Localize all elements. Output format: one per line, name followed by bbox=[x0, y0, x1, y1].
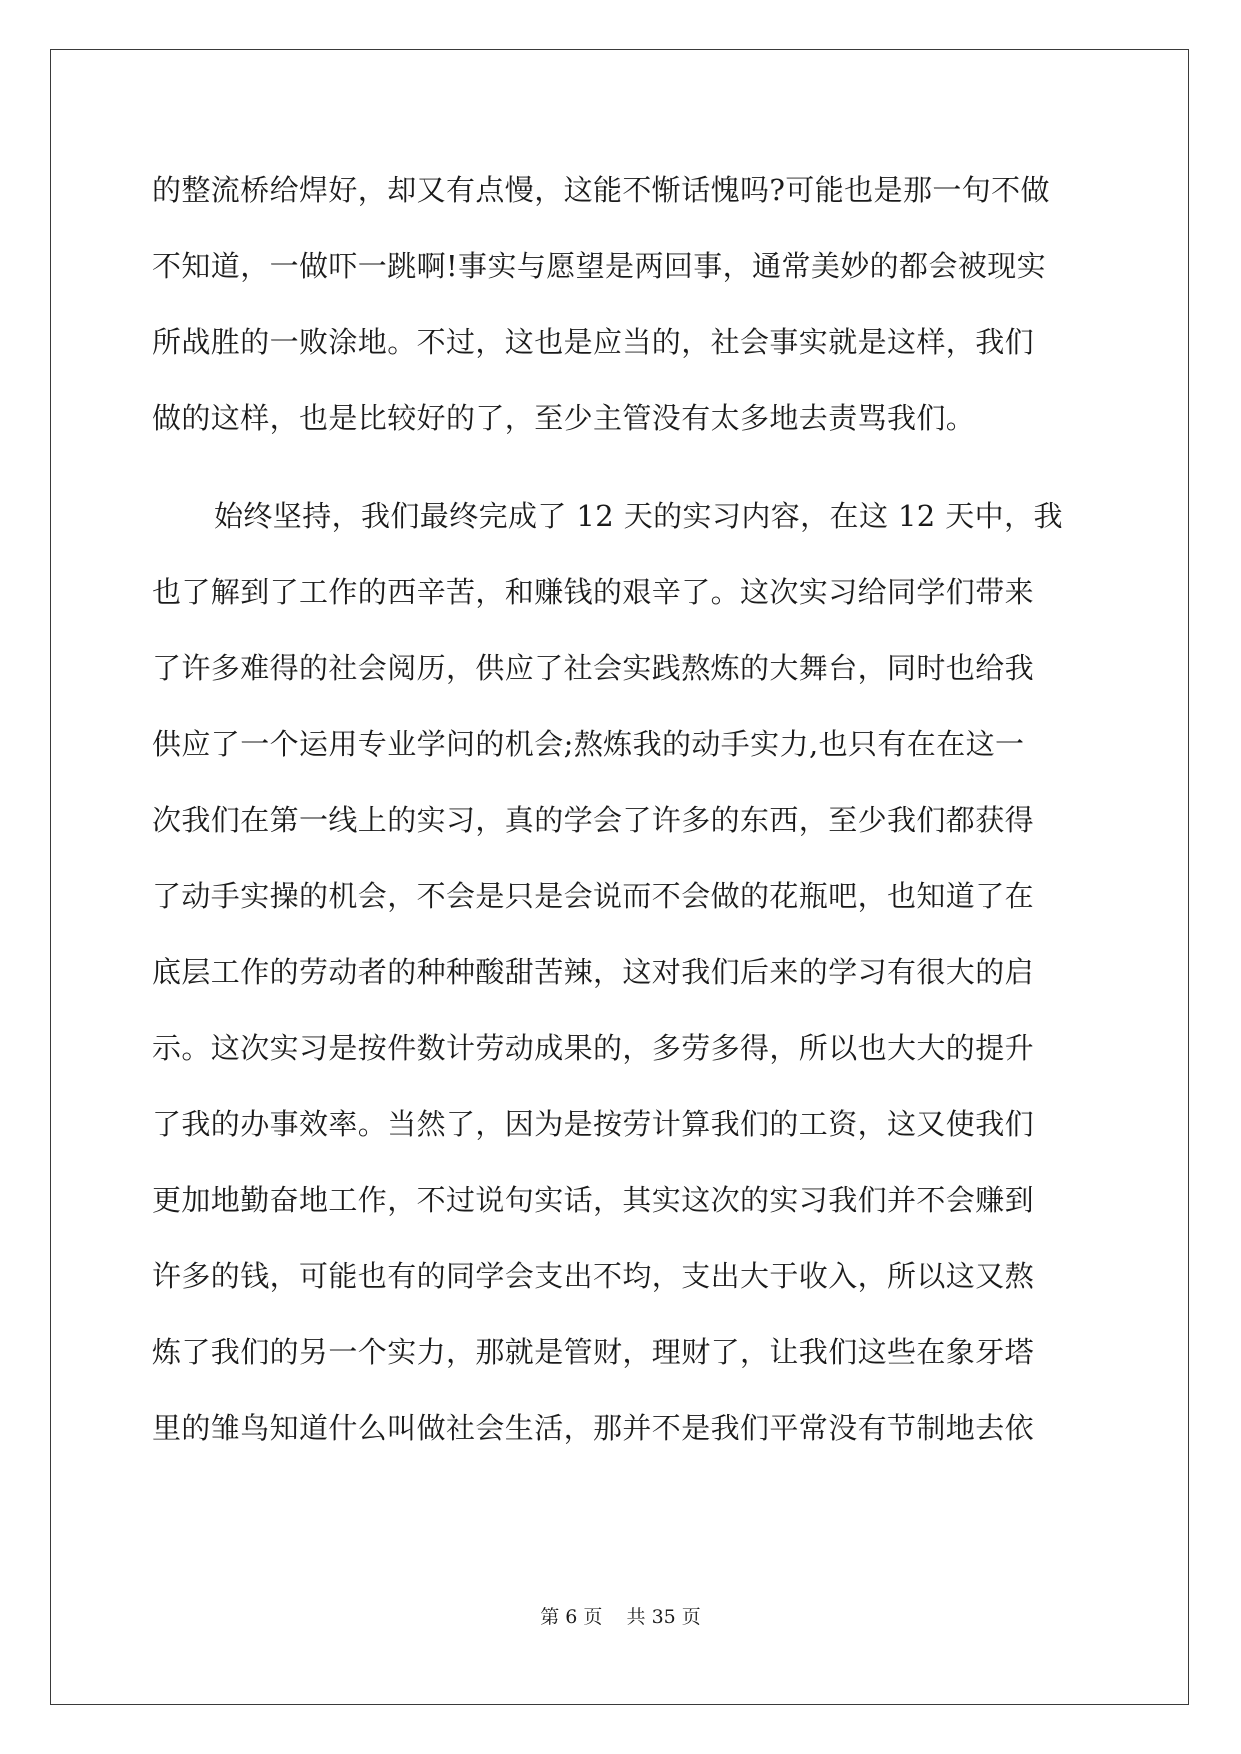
text-line: 也了解到了工作的西辛苦，和赚钱的艰辛了。这次实习给同学们带来 bbox=[152, 575, 1035, 609]
text-line: 供应了一个运用专业学问的机会;熬炼我的动手实力,也只有在在这一 bbox=[152, 727, 1025, 761]
text-line: 里的雏鸟知道什么叫做社会生活，那并不是我们平常没有节制地去依 bbox=[152, 1411, 1035, 1445]
paragraph-first-line: 始终坚持，我们最终完成了 12 天的实习内容，在这 12 天中，我 bbox=[214, 499, 1063, 533]
text-line: 许多的钱，可能也有的同学会支出不均，支出大于收入，所以这又熬 bbox=[152, 1259, 1035, 1293]
page-number-footer: 第 6 页 共 35 页 bbox=[540, 1606, 701, 1628]
text-line: 炼了我们的另一个实力，那就是管财，理财了，让我们这些在象牙塔 bbox=[152, 1335, 1035, 1369]
text-line: 做的这样，也是比较好的了，至少主管没有太多地去责骂我们。 bbox=[152, 401, 976, 435]
text-line: 了动手实操的机会，不会是只是会说而不会做的花瓶吧，也知道了在 bbox=[152, 879, 1035, 913]
text-line: 更加地勤奋地工作，不过说句实话，其实这次的实习我们并不会赚到 bbox=[152, 1183, 1035, 1217]
text-line: 次我们在第一线上的实习，真的学会了许多的东西，至少我们都获得 bbox=[152, 803, 1035, 837]
text-line: 示。这次实习是按件数计劳动成果的，多劳多得，所以也大大的提升 bbox=[152, 1031, 1035, 1065]
text-line: 不知道，一做吓一跳啊!事实与愿望是两回事，通常美妙的都会被现实 bbox=[152, 249, 1047, 283]
text-line: 所战胜的一败涂地。不过，这也是应当的，社会事实就是这样，我们 bbox=[152, 325, 1035, 359]
text-line: 了我的办事效率。当然了，因为是按劳计算我们的工资，这又使我们 bbox=[152, 1107, 1035, 1141]
text-line: 的整流桥给焊好，却又有点慢，这能不惭话愧吗?可能也是那一句不做 bbox=[152, 173, 1050, 207]
text-line: 了许多难得的社会阅历，供应了社会实践熬炼的大舞台，同时也给我 bbox=[152, 651, 1035, 685]
text-line: 底层工作的劳动者的种种酸甜苦辣，这对我们后来的学习有很大的启 bbox=[152, 955, 1035, 989]
